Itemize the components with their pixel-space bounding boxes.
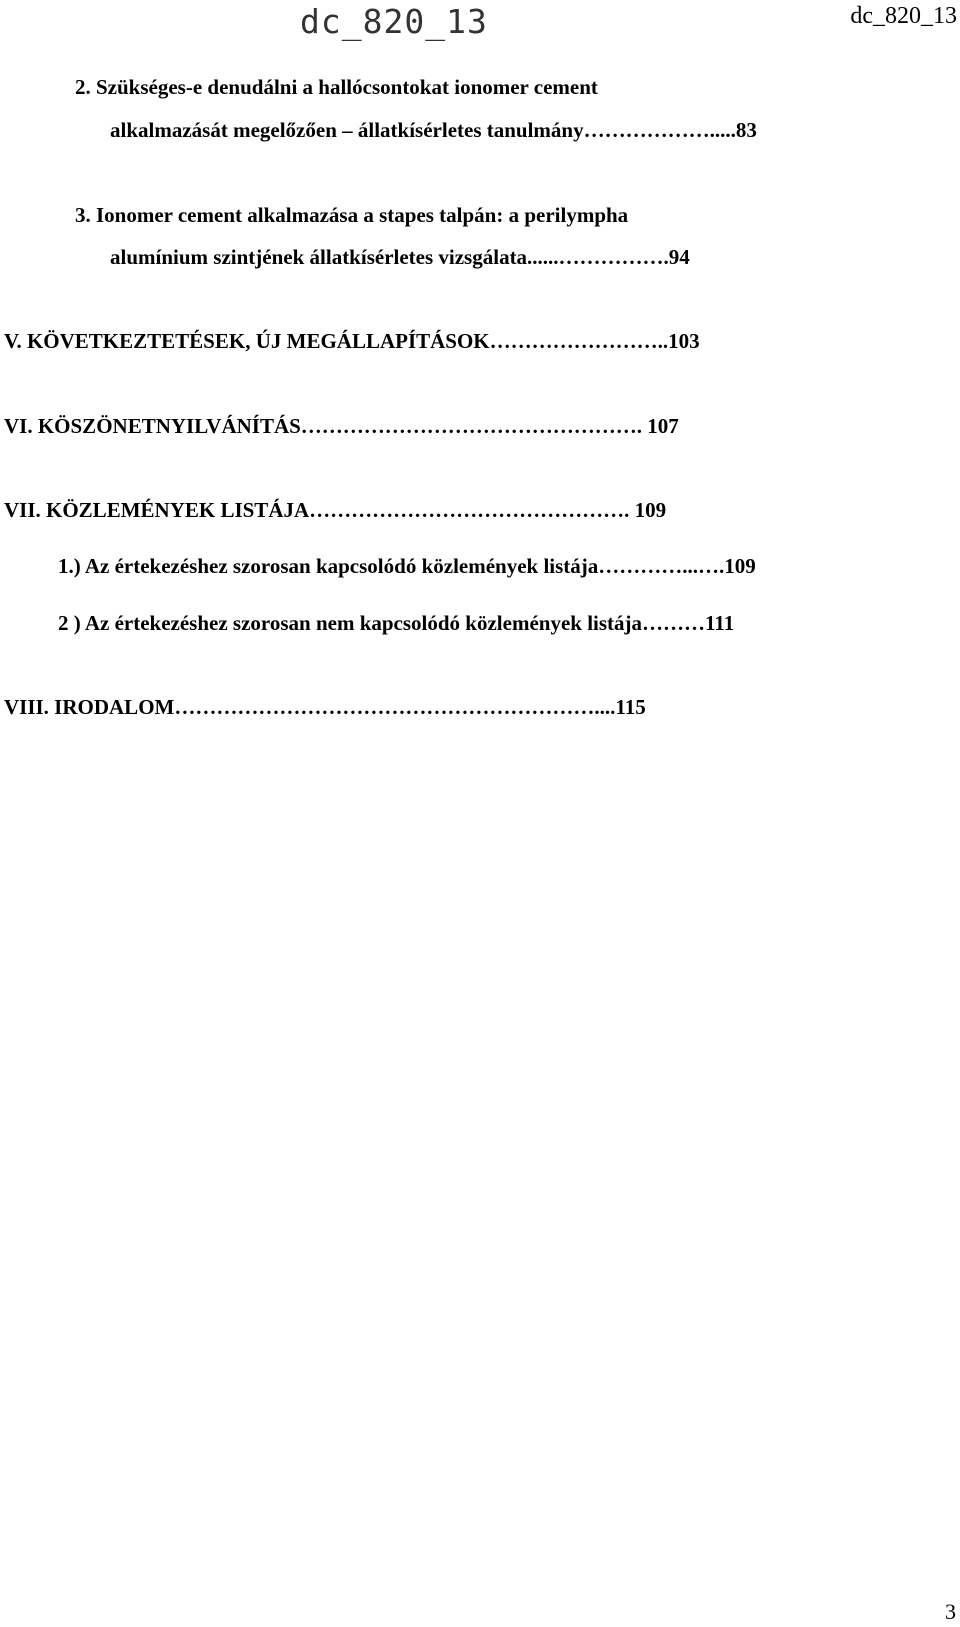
watermark-document-id-mono: dc_820_13 [300,2,488,41]
toc-section-vii: VII. KÖZLEMÉNYEK LISTÁJA………………………………………. 109 [4,498,667,522]
toc-section-vii-item-1: 1.) Az értekezéshez szorosan kapcsolódó közlemények listája…………...….109 [58,554,756,578]
toc-section-vii-item-2: 2 ) Az értekezéshez szorosan nem kapcsolódó közlemények listája………111 [58,611,735,635]
page-number: 3 [945,1599,956,1624]
toc-entry-2-line2: alkalmazását megelőzően – állatkísérletes tanulmány……………….....83 [110,118,757,142]
toc-section-viii: VIII. IRODALOM……………………………………………………....115 [4,695,646,719]
toc-entry-2-line1: 2. Szükséges-e denudálni a hallócsontokat ionomer cement [75,75,598,99]
toc-entry-3-line1: 3. Ionomer cement alkalmazása a stapes talpán: a perilympha [75,203,629,227]
watermark-document-id-serif: dc_820_13 [850,3,957,29]
toc-section-v: V. KÖVETKEZTETÉSEK, ÚJ MEGÁLLAPÍTÁSOK……………………..103 [4,329,700,353]
toc-section-vi: VI. KÖSZÖNETNYILVÁNÍTÁS…………………………………………. 107 [4,414,679,438]
toc-entry-3-line2: alumínium szintjének állatkísérletes vizsgálata......…………….94 [110,245,690,269]
